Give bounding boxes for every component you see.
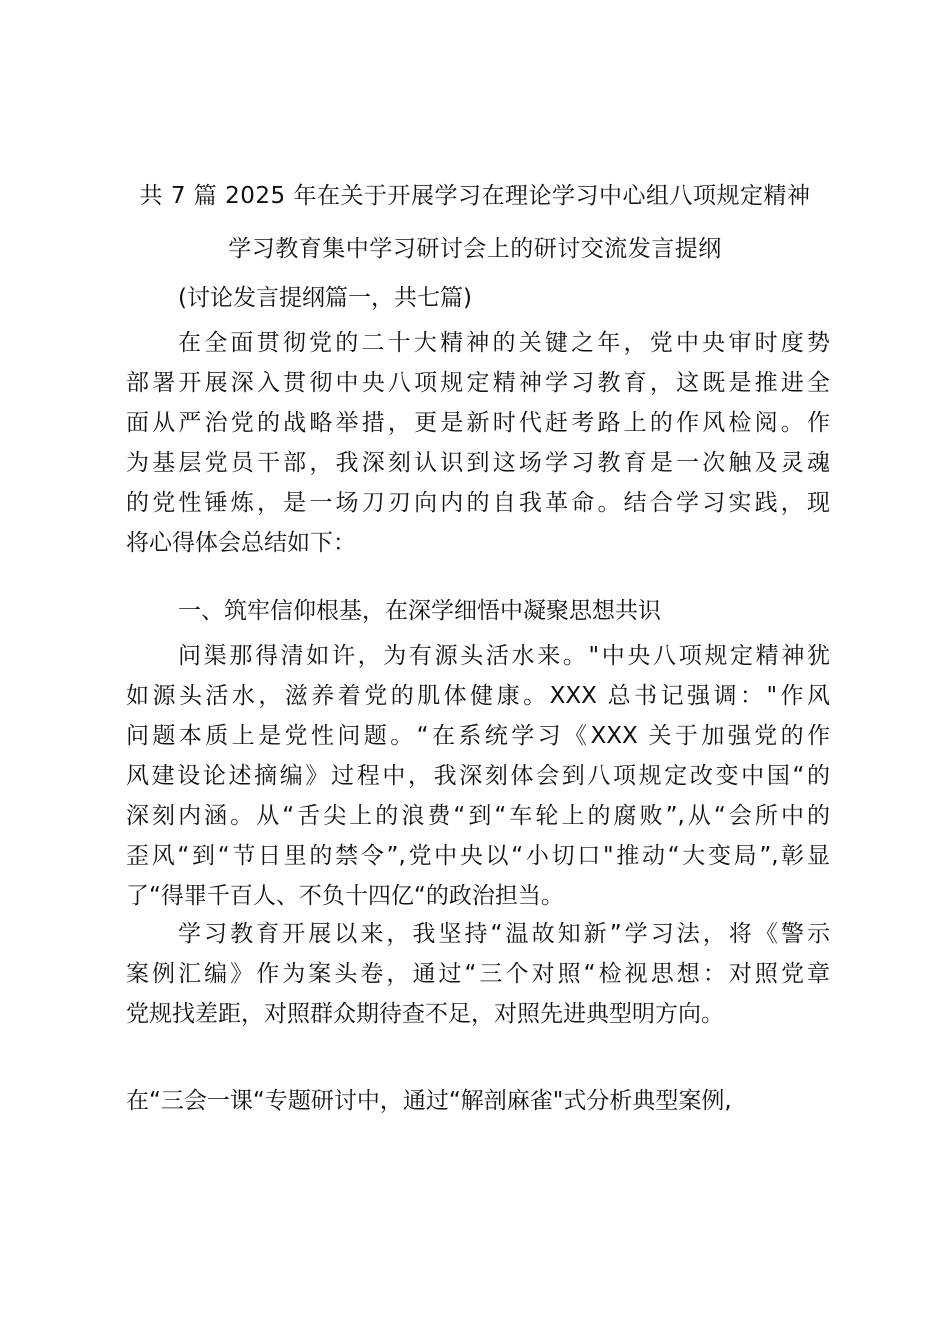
- paragraph-line: 为基层党员干部，我深刻认识到这场学习教育是一次触及灵魂: [126, 450, 830, 476]
- paragraph-3: [126, 914, 830, 1034]
- paragraph-4: [126, 1081, 830, 1121]
- paragraph-line: 党规找差距，对照群众期待查不足，对照先进典型明方向。: [126, 1001, 724, 1027]
- document-title-line-2: 学习教育集中学习研讨会上的研讨交流发言提纲: [228, 236, 722, 262]
- paragraph-line: 深刻内涵。从“舌尖上的浪费“到“车轮上的腐败”,从“会所中的: [126, 803, 830, 829]
- paragraph-line: 学习教育开展以来，我坚持“温故知新”学习法，将《警示: [178, 921, 830, 947]
- paragraph-line: 了“得罪千百人、不负十四亿“的政治担当。: [126, 883, 564, 909]
- paragraph-line: 在“三会一课“专题研讨中，通过“解剖麻雀"式分析典型案例,: [126, 1088, 732, 1114]
- paragraph-line: 问题本质上是党性问题。“在系统学习《XXX 关于加强党的作: [126, 723, 830, 749]
- paragraph-line: 在全面贯彻党的二十大精神的关键之年，党中央审时度势: [178, 330, 830, 356]
- paragraph-line: 问渠那得清如许，为有源头活水来。"中央八项规定精神犹: [178, 643, 830, 669]
- paragraph-line: 部署开展深入贯彻中央八项规定精神学习教育，这既是推进全: [126, 370, 830, 396]
- paragraph-line: 风建设论述摘编》过程中，我深刻体会到八项规定改变中国“的: [126, 763, 830, 789]
- section-heading-1: [126, 591, 830, 631]
- section-heading-text: 一、筑牢信仰根基，在深学细悟中凝聚思想共识: [178, 598, 661, 624]
- document-subtitle: (讨论发言提纲篇一，共七篇): [178, 285, 472, 311]
- paragraph-line: 案例汇编》作为案头卷，通过“三个对照“检视思想：对照党章: [126, 961, 830, 987]
- document-title-line-1: 共 7 篇 2025 年在关于开展学习在理论学习中心组八项规定精神: [139, 183, 811, 209]
- paragraph-line: 的党性锤炼，是一场刀刃向内的自我革命。结合学习实践，现: [126, 490, 830, 516]
- paragraph-line: 歪风“到“节日里的禁令”,党中央以“小切口"推动“大变局”,彰显: [126, 843, 830, 869]
- paragraph-line: 将心得体会总结如下：: [126, 530, 356, 556]
- paragraph-line: 面从严治党的战略举措，更是新时代赶考路上的作风检阅。作: [126, 410, 830, 436]
- paragraph-2: [126, 636, 830, 916]
- paragraph-line: 如源头活水，滋养着党的肌体健康。XXX 总书记强调："作风: [126, 683, 830, 709]
- paragraph-1: [126, 323, 830, 563]
